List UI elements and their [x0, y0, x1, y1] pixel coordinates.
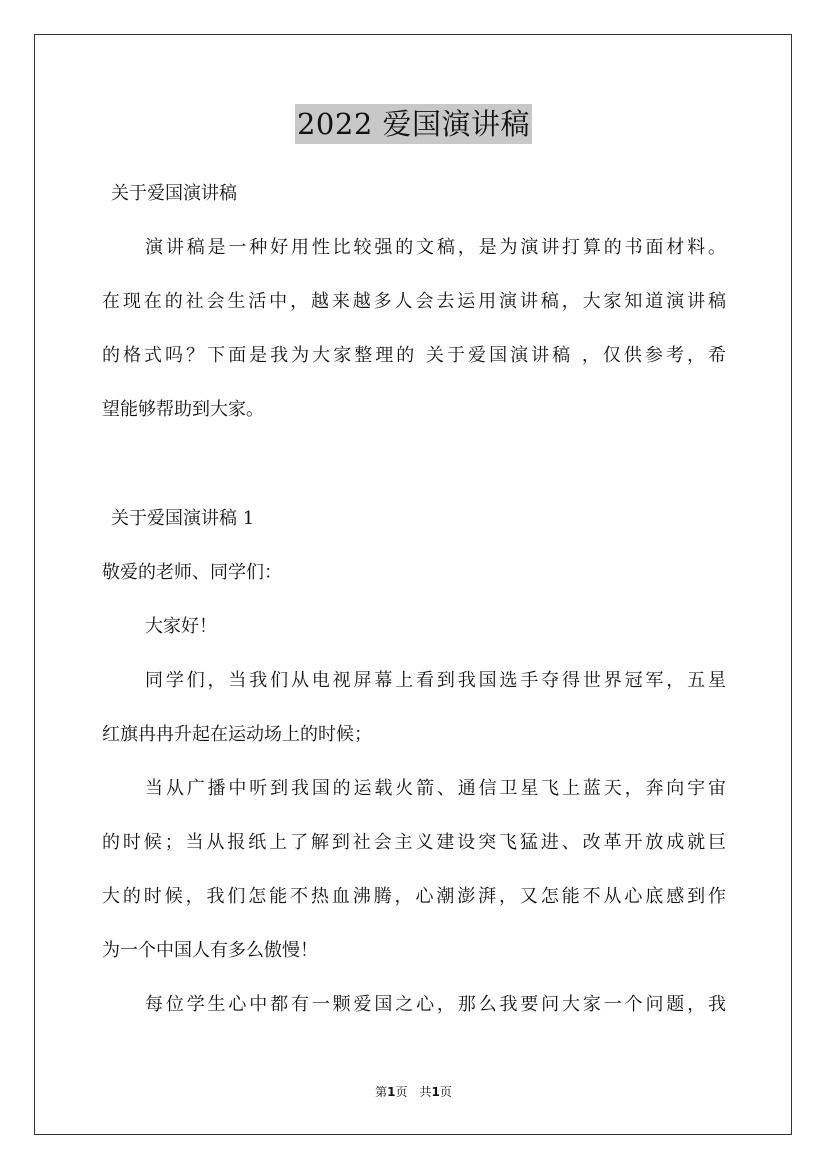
intro-line-3: 的格式吗？下面是我为大家整理的 关于爱国演讲稿 ，仅供参考，希 [102, 345, 726, 366]
footer-page-suffix: 页 [439, 1085, 452, 1099]
intro-line-1: 演讲稿是一种好用性比较强的文稿，是为演讲打算的书面材料。 [145, 237, 726, 258]
footer-page-total: 1 [431, 1085, 440, 1099]
body-line-2: 红旗冉冉升起在运动场上的时候； [102, 724, 372, 745]
footer-page-prefix: 第 [375, 1085, 388, 1099]
document-title: 2022 爱国演讲稿 [295, 104, 532, 144]
body-line-7: 每位学生心中都有一颗爱国之心，那么我要问大家一个问题，我 [145, 994, 726, 1015]
salutation: 敬爱的老师、同学们： [102, 562, 282, 583]
speech-heading: 关于爱国演讲稿 1 [111, 508, 255, 529]
body-line-6: 为一个中国人有多么傲慢！ [102, 940, 318, 961]
footer-page-mid: 页 共 [395, 1085, 432, 1099]
intro-line-4: 望能够帮助到大家。 [102, 399, 264, 420]
intro-line-2: 在现在的社会生活中，越来越多人会去运用演讲稿，大家知道演讲稿 [102, 291, 726, 312]
section-heading: 关于爱国演讲稿 [111, 183, 237, 204]
body-line-4: 的时候；当从报纸上了解到社会主义建设突飞猛进、改革开放成就巨 [102, 832, 726, 853]
body-line-1: 同学们，当我们从电视屏幕上看到我国选手夺得世界冠军，五星 [145, 670, 726, 691]
title-container [0, 104, 827, 144]
greeting: 大家好！ [145, 616, 217, 637]
footer-page-current: 1 [387, 1085, 396, 1099]
page-footer [0, 1084, 827, 1100]
body-line-3: 当从广播中听到我国的运载火箭、通信卫星飞上蓝天，奔向宇宙 [145, 778, 726, 799]
body-line-5: 大的时候，我们怎能不热血沸腾，心潮澎湃，又怎能不从心底感到作 [102, 886, 726, 907]
